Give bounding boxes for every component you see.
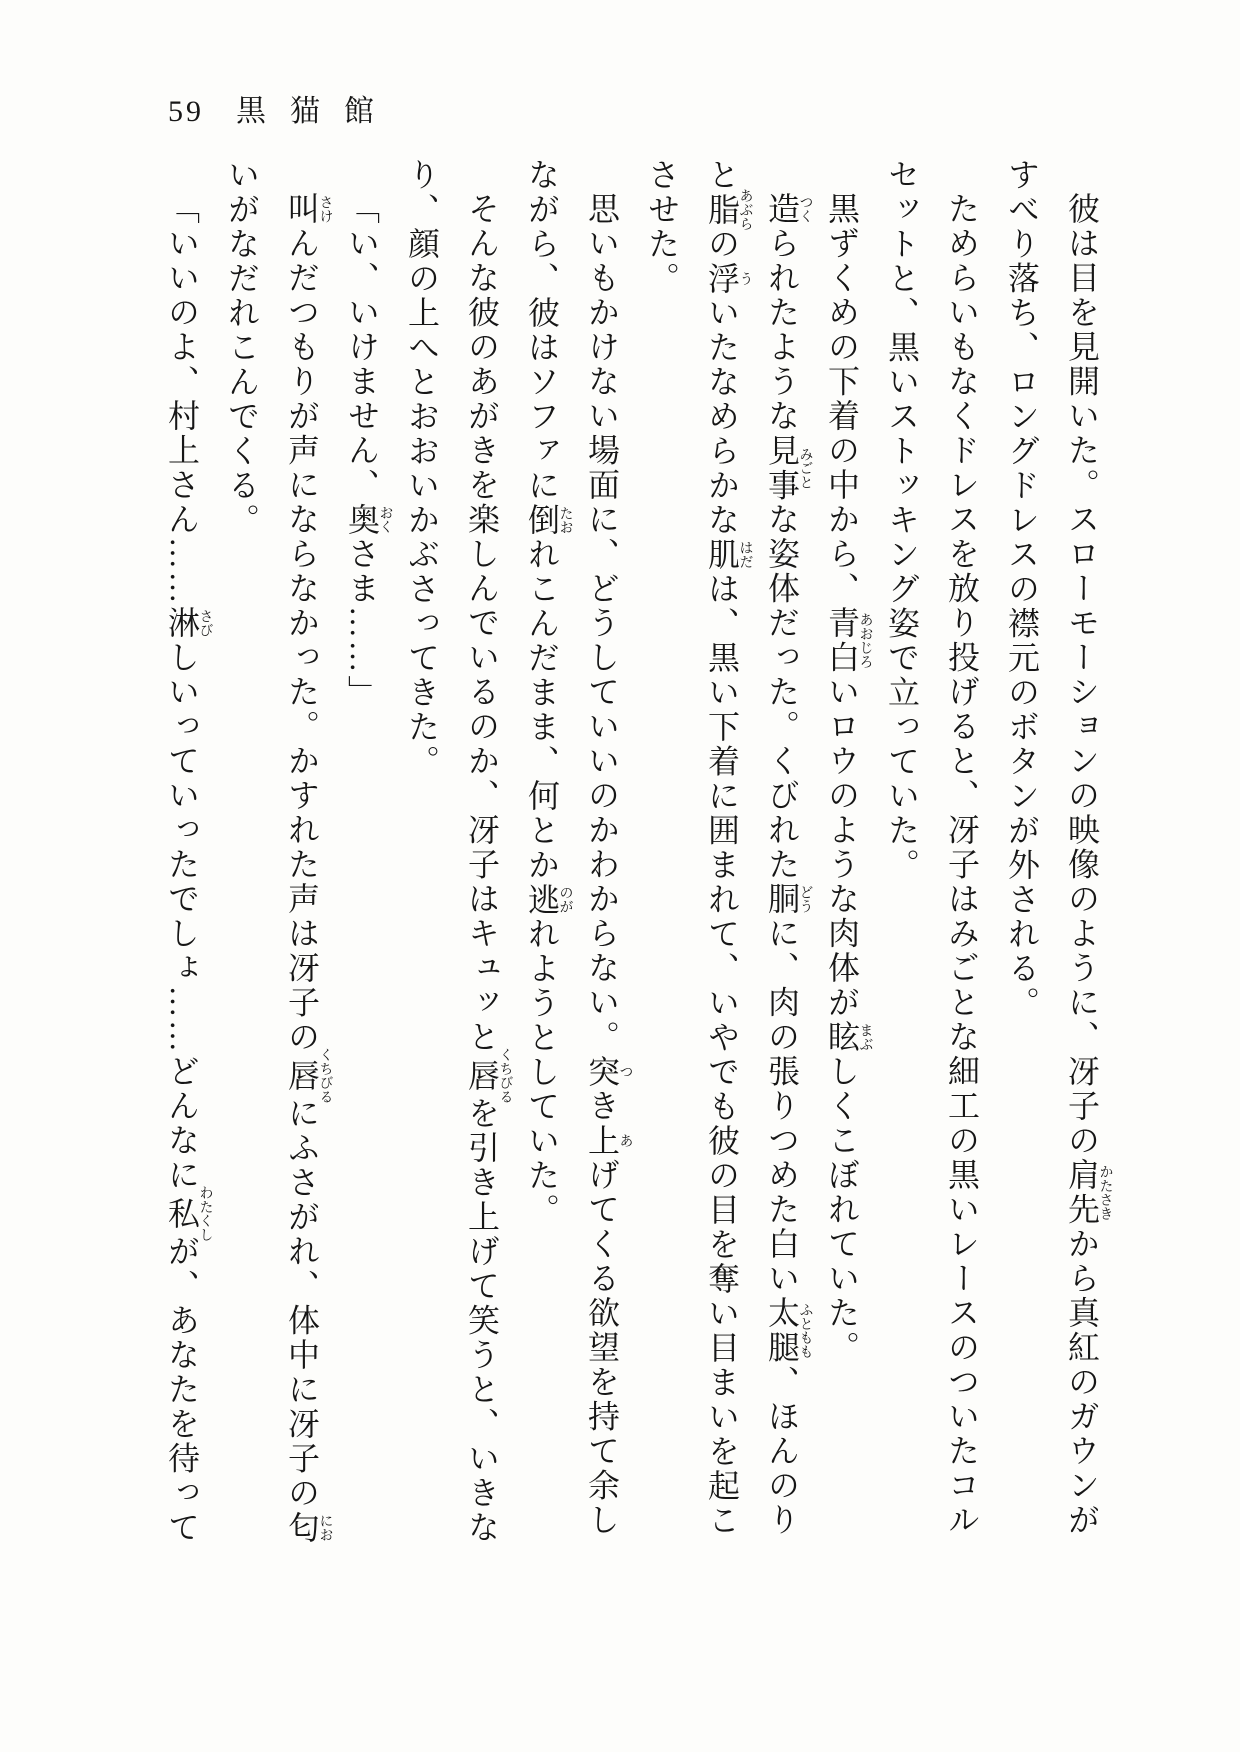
ruby-annotated-word: 唇くちびる (464, 1047, 513, 1104)
text-column-14: 叫さけんだつもりが声にならなかった。かすれた声は冴子の唇くちびるにふさがれ、体中に冴子の匂にお (284, 192, 333, 1545)
ruby-annotated-word: 胴どう (764, 882, 813, 917)
text-column-2: すべり落ち、ロングドレスの襟元のボタンが外される。 (1004, 158, 1040, 1021)
ruby-annotated-word: 造つく (764, 192, 813, 227)
text-column-7: と脂あぶらの浮ういたなめらかな肌はだは、黒い下着に囲まれて、いやでも彼の目を奪い目まいを起こ (704, 158, 753, 1538)
ruby-annotated-word: 脂あぶら (704, 188, 753, 231)
ruby-annotated-word: 私わたくし (164, 1185, 213, 1242)
running-head (168, 86, 398, 130)
ruby-annotated-word: 匂にお (284, 1510, 333, 1545)
text-column-6: 造つくられたような見事みごとな姿体だった。くびれた胴どうに、肉の張りつめた白い太腿ふともも、ほんのり (764, 192, 813, 1538)
text-column-4: セットと、黒いストッキング姿で立っていた。 (884, 158, 920, 883)
text-column-3: ためらいもなくドレスを放り投げると、冴子はみごとな細工の黒いレースのついたコル (944, 192, 980, 1538)
text-column-13: 「い、いけません、奥おくさま……」 (344, 192, 393, 710)
text-column-15: いがなだれこんでくる。 (224, 158, 260, 538)
ruby-annotated-word: 唇くちびる (284, 1047, 333, 1104)
text-columns (147, 158, 1112, 1588)
ruby-annotated-word: 見事みごと (764, 433, 813, 503)
ruby-annotated-word: 倒たお (524, 503, 573, 538)
ruby-annotated-word: 逃のが (524, 882, 573, 917)
text-column-5: 黒ずくめの下着の中から、青白あおじろいロウのような肉体が眩まぶしくこぼれていた。 (824, 192, 873, 1365)
ruby-annotated-word: 青白あおじろ (824, 606, 873, 675)
text-column-10: ながら、彼はソファに倒たおれこんだまま、何とか逃のがれようとしていた。 (524, 158, 573, 1228)
ruby-annotated-word: 肌はだ (704, 537, 753, 572)
ruby-annotated-word: 浮う (704, 261, 753, 296)
text-column-1: 彼は目を見開いた。スローモーションの映像のように、冴子の肩先かたさきから真紅のガウンが (1064, 192, 1113, 1538)
ruby-annotated-word: 上あ (584, 1123, 633, 1158)
ruby-annotated-word: 肩先かたさき (1064, 1158, 1113, 1227)
ruby-annotated-word: 叫さけ (284, 192, 333, 227)
text-column-16: 「いいのよ、村上さん……淋さびしいっていったでしょ……どんなに私わたくしが、あなたを待って (164, 192, 213, 1545)
text-column-9: 思いもかけない場面に、どうしていいのかわからない。突つき上あげてくる欲望を持て余し (584, 192, 633, 1538)
ruby-annotated-word: 突つ (584, 1054, 633, 1089)
text-column-11: そんな彼のあがきを楽しんでいるのか、冴子はキュッと唇くちびるを引き上げて笑うと、いきな (464, 192, 513, 1545)
ruby-annotated-word: 眩まぶ (824, 1020, 873, 1055)
ruby-annotated-word: 淋さび (164, 606, 213, 641)
page-number: 59 (168, 95, 204, 128)
book-title: 黒猫館 (236, 95, 398, 128)
ruby-annotated-word: 奥おく (344, 502, 393, 537)
text-column-12: り、顔の上へとおおいかぶさってきた。 (404, 158, 440, 779)
ruby-annotated-word: 太腿ふともも (764, 1296, 813, 1365)
text-column-8: させた。 (644, 158, 680, 296)
